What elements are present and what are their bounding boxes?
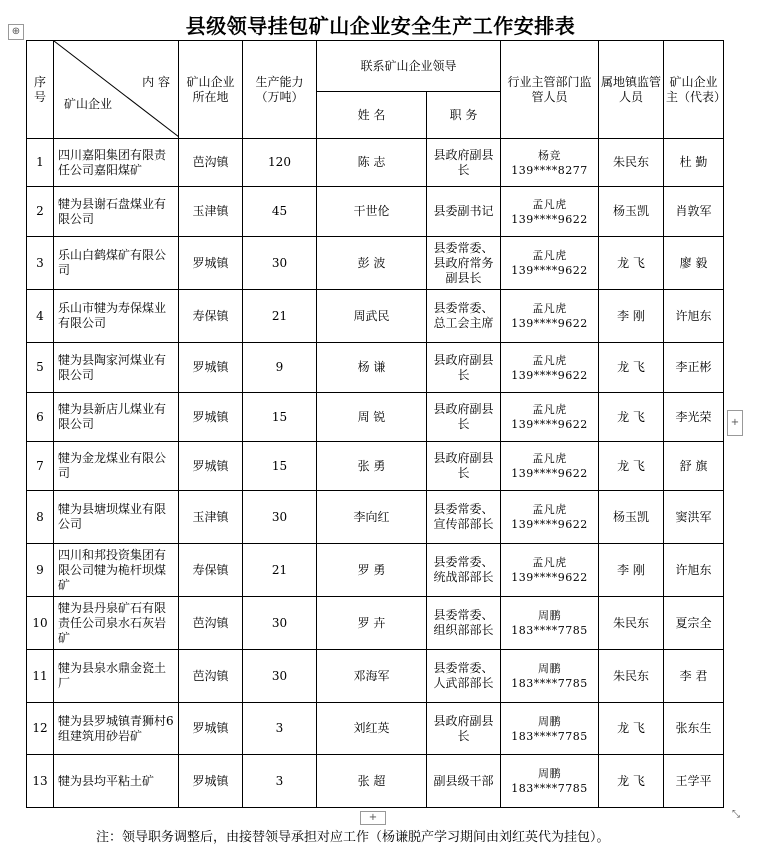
table-row [27,393,724,442]
company-cell: 犍为县均平粘土矿 [54,755,179,808]
supervisor-phone: 139****9622 [511,571,588,584]
leader-name-cell: 张 勇 [317,442,427,491]
supervisor-name: 周鹏 [538,662,562,675]
supervisor-name: 孟凡虎 [532,302,567,315]
table-resize-handle-icon[interactable]: ⤡ [728,808,744,824]
location-cell: 罗城镇 [179,237,243,290]
company-cell: 犍为县陶家河煤业有限公司 [54,343,179,393]
company-cell: 犍为县塘坝煤业有限公司 [54,491,179,544]
capacity-cell: 9 [243,343,317,393]
capacity-cell: 30 [243,650,317,703]
footnote: 注：领导职务调整后，由接替领导承担对应工作（杨谦脱产学习期间由刘红英代为挂包）。 [96,830,610,845]
supervisor-phone: 139****9622 [511,264,588,277]
supervisor-cell [501,491,599,544]
owner-cell: 窦洪军 [664,491,724,544]
supervisor-name: 孟凡虎 [532,403,567,416]
owner-cell: 肖敦军 [664,187,724,237]
leader-name-cell: 李向红 [317,491,427,544]
company-cell: 犍为县丹泉矿石有限责任公司泉水石灰岩矿 [54,597,179,650]
capacity-cell: 3 [243,755,317,808]
company-cell: 四川嘉阳集团有限责任公司嘉阳煤矿 [54,139,179,187]
leader-name-cell: 周武民 [317,290,427,343]
town-supervisor-cell: 杨玉凯 [599,491,664,544]
row-number: 8 [27,491,54,544]
leader-name-cell: 刘红英 [317,703,427,755]
owner-cell: 杜 勤 [664,139,724,187]
capacity-cell: 30 [243,491,317,544]
row-number: 11 [27,650,54,703]
supervisor-phone: 139****9622 [511,212,588,226]
leader-title-cell: 县委常委、总工会主席 [427,290,501,343]
location-cell: 罗城镇 [179,755,243,808]
page-title: 县级领导挂包矿山企业安全生产工作安排表 [185,14,576,38]
owner-cell: 舒 旗 [664,442,724,491]
capacity-cell: 30 [243,237,317,290]
leader-title-cell: 副县级干部 [427,755,501,808]
town-supervisor-cell: 龙 飞 [599,755,664,808]
leader-name-cell: 彭 波 [317,237,427,290]
company-cell: 乐山市犍为寿保煤业有限公司 [54,290,179,343]
leader-name-cell: 陈 志 [317,139,427,187]
supervisor-name: 孟凡虎 [532,452,567,465]
header-content: 内 容 [142,75,170,89]
row-number: 6 [27,393,54,442]
table-row [27,290,724,343]
owner-cell: 许旭东 [664,290,724,343]
company-cell: 犍为县新店儿煤业有限公司 [54,393,179,442]
location-cell: 寿保镇 [179,290,243,343]
table-row [27,544,724,597]
town-supervisor-cell: 李 刚 [599,290,664,343]
owner-cell: 李光荣 [664,393,724,442]
row-number: 9 [27,544,54,597]
town-supervisor-cell: 龙 飞 [599,442,664,491]
leader-title-cell: 县委副书记 [427,187,501,237]
row-number: 4 [27,290,54,343]
row-number: 5 [27,343,54,393]
table-row [27,491,724,544]
owner-cell: 廖 毅 [664,237,724,290]
town-supervisor-cell: 龙 飞 [599,393,664,442]
header-capacity: 生产能力（万吨） [243,41,317,139]
header-town-supervisor: 属地镇监管人员 [599,41,664,139]
location-cell: 玉津镇 [179,187,243,237]
owner-cell: 许旭东 [664,544,724,597]
leader-title-cell: 县委常委、统战部部长 [427,544,501,597]
header-seq: 序号 [27,41,54,139]
location-cell: 芭沟镇 [179,597,243,650]
header-company: 矿山企业 [64,97,113,111]
supervisor-phone: 183****7785 [511,729,588,743]
town-supervisor-cell: 杨玉凯 [599,187,664,237]
capacity-cell: 15 [243,393,317,442]
leader-title-cell: 县委常委、人武部部长 [427,650,501,703]
table-row [27,650,724,703]
row-number: 2 [27,187,54,237]
leader-title-cell: 县委常委、宣传部部长 [427,491,501,544]
row-number: 7 [27,442,54,491]
leader-name-cell: 罗 卉 [317,597,427,650]
capacity-cell: 120 [243,139,317,187]
schedule-table [26,40,727,808]
leader-title-cell: 县委常委、组织部部长 [427,597,501,650]
leader-name-cell: 干世伦 [317,187,427,237]
supervisor-cell [501,393,599,442]
table-move-handle-icon[interactable]: ⊕ [8,24,24,40]
supervisor-name: 孟凡虎 [532,353,567,367]
leader-name-cell: 邓海军 [317,650,427,703]
supervisor-name: 周鹏 [538,714,562,728]
company-cell: 犍为金龙煤业有限公司 [54,442,179,491]
table-row [27,343,724,393]
company-cell: 犍为县谢石盘煤业有限公司 [54,187,179,237]
leader-title-cell: 县政府副县长 [427,442,501,491]
row-number: 13 [27,755,54,808]
leader-name-cell: 杨 谦 [317,343,427,393]
capacity-cell: 45 [243,187,317,237]
header-leader-group: 联系矿山企业领导 [317,41,501,92]
capacity-cell: 21 [243,544,317,597]
supervisor-phone: 183****7785 [511,677,588,690]
table-row [27,597,724,650]
town-supervisor-cell: 龙 飞 [599,703,664,755]
header-leader-name: 姓 名 [317,92,427,139]
supervisor-name: 孟凡虎 [532,503,567,516]
header-supervisor: 行业主管部门监管人员 [501,41,599,139]
leader-title-cell: 县政府副县长 [427,139,501,187]
location-cell: 罗城镇 [179,343,243,393]
capacity-cell: 3 [243,703,317,755]
capacity-cell: 15 [243,442,317,491]
town-supervisor-cell: 龙 飞 [599,343,664,393]
supervisor-name: 周鹏 [538,767,562,780]
capacity-cell: 21 [243,290,317,343]
table-row [27,139,724,187]
company-cell: 乐山白鹤煤矿有限公司 [54,237,179,290]
owner-cell: 李正彬 [664,343,724,393]
supervisor-phone: 139****9622 [511,418,588,431]
owner-cell: 王学平 [664,755,724,808]
table-row [27,442,724,491]
supervisor-phone: 183****7785 [511,624,588,637]
supervisor-phone: 183****7785 [511,782,588,795]
row-number: 1 [27,139,54,187]
location-cell: 罗城镇 [179,442,243,491]
owner-cell: 李 君 [664,650,724,703]
header-owner: 矿山企业主（代表） [664,41,724,139]
company-cell: 犍为县罗城镇青狮村6组建筑用砂岩矿 [54,703,179,755]
header-diagonal-cell [54,41,179,139]
supervisor-phone: 139****9622 [511,518,588,531]
supervisor-name: 孟凡虎 [532,556,567,569]
row-number: 12 [27,703,54,755]
town-supervisor-cell: 李 刚 [599,544,664,597]
company-cell: 四川和邦投资集团有限公司犍为桅杆坝煤矿 [54,544,179,597]
location-cell: 罗城镇 [179,393,243,442]
supervisor-name: 周鹏 [538,609,562,622]
leader-title-cell: 县政府副县长 [427,393,501,442]
supervisor-cell [501,187,599,237]
table-row [27,703,724,755]
location-cell: 寿保镇 [179,544,243,597]
supervisor-name: 孟凡虎 [532,249,567,262]
header-location: 矿山企业所在地 [179,41,243,139]
leader-title-cell: 县政府副县长 [427,343,501,393]
supervisor-cell [501,597,599,650]
supervisor-cell [501,544,599,597]
supervisor-cell [501,442,599,491]
table-row [27,755,724,808]
leader-name-cell: 周 锐 [317,393,427,442]
row-number: 3 [27,237,54,290]
supervisor-name: 孟凡虎 [532,197,567,211]
supervisor-phone: 139****9622 [511,467,588,480]
supervisor-cell [501,650,599,703]
row-number: 10 [27,597,54,650]
supervisor-cell [501,703,599,755]
add-column-button[interactable]: + [727,410,743,436]
supervisor-phone: 139****9622 [511,368,588,382]
supervisor-cell [501,290,599,343]
leader-name-cell: 张 超 [317,755,427,808]
town-supervisor-cell: 朱民东 [599,597,664,650]
owner-cell: 夏宗全 [664,597,724,650]
leader-name-cell: 罗 勇 [317,544,427,597]
supervisor-cell [501,139,599,187]
company-cell: 犍为县泉水鼎金瓷土厂 [54,650,179,703]
location-cell: 罗城镇 [179,703,243,755]
leader-title-cell: 县政府副县长 [427,703,501,755]
capacity-cell: 30 [243,597,317,650]
table-row [27,237,724,290]
add-row-button[interactable]: + [360,811,386,825]
town-supervisor-cell: 龙 飞 [599,237,664,290]
leader-title-cell: 县委常委、县政府常务副县长 [427,237,501,290]
header-leader-title: 职 务 [427,92,501,139]
supervisor-name: 杨竞 [538,148,562,162]
table-row [27,187,724,237]
supervisor-cell [501,237,599,290]
supervisor-phone: 139****8277 [511,163,588,177]
town-supervisor-cell: 朱民东 [599,139,664,187]
supervisor-cell [501,755,599,808]
supervisor-phone: 139****9622 [511,317,588,330]
location-cell: 芭沟镇 [179,139,243,187]
location-cell: 玉津镇 [179,491,243,544]
location-cell: 芭沟镇 [179,650,243,703]
town-supervisor-cell: 朱民东 [599,650,664,703]
owner-cell: 张东生 [664,703,724,755]
supervisor-cell [501,343,599,393]
